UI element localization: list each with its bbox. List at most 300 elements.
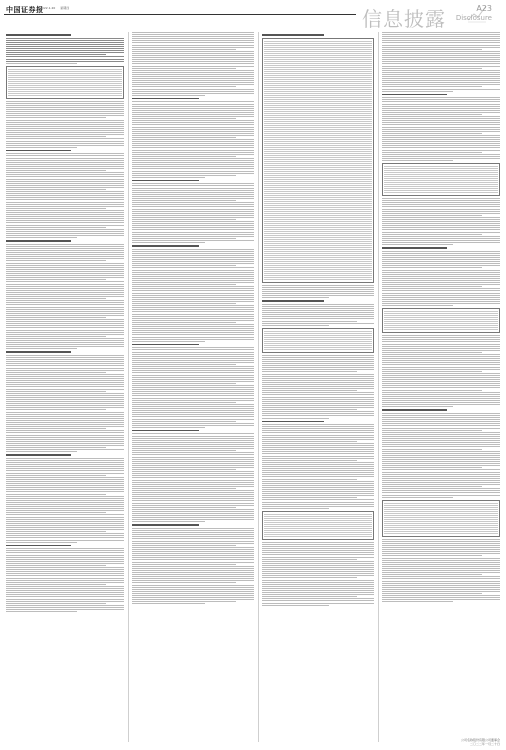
table-row bbox=[264, 203, 372, 204]
text-line bbox=[382, 440, 500, 441]
table-row bbox=[264, 233, 372, 234]
table-row bbox=[264, 145, 372, 146]
text-line bbox=[6, 311, 124, 312]
table-row bbox=[264, 49, 372, 50]
text-line bbox=[262, 386, 374, 387]
text-line bbox=[132, 551, 254, 552]
table-row bbox=[384, 513, 498, 514]
text-line bbox=[6, 40, 124, 41]
text-line bbox=[132, 513, 254, 514]
table-row bbox=[264, 526, 372, 527]
text-line bbox=[262, 483, 374, 484]
text-line bbox=[262, 563, 374, 564]
text-line bbox=[6, 464, 124, 465]
text-line bbox=[6, 181, 124, 182]
text-line bbox=[6, 424, 124, 425]
text-line bbox=[382, 124, 500, 125]
text-line bbox=[132, 280, 254, 281]
text-line bbox=[382, 131, 500, 132]
text-line bbox=[6, 252, 124, 253]
text-line bbox=[6, 288, 124, 289]
text-line bbox=[132, 188, 254, 189]
text-line bbox=[132, 572, 254, 573]
text-line bbox=[382, 238, 500, 239]
text-line bbox=[382, 234, 482, 235]
text-line bbox=[6, 582, 124, 583]
text-line bbox=[132, 211, 254, 212]
table-row bbox=[264, 61, 372, 62]
text-line bbox=[382, 346, 500, 347]
section-heading bbox=[262, 34, 324, 36]
text-line bbox=[6, 344, 124, 345]
text-line bbox=[132, 559, 254, 560]
text-line bbox=[132, 32, 254, 33]
text-line bbox=[6, 153, 124, 154]
table-row bbox=[264, 534, 372, 535]
text-line bbox=[132, 110, 254, 111]
text-line bbox=[382, 430, 482, 431]
text-line bbox=[382, 213, 500, 214]
text-line bbox=[6, 294, 124, 295]
text-line bbox=[382, 541, 500, 542]
table-row bbox=[264, 335, 372, 336]
table-row bbox=[264, 59, 372, 60]
text-line bbox=[6, 176, 124, 177]
text-line bbox=[132, 135, 254, 136]
text-line bbox=[132, 387, 254, 388]
text-line bbox=[132, 379, 254, 380]
table-row bbox=[264, 79, 372, 80]
text-line bbox=[132, 383, 236, 384]
text-line bbox=[262, 428, 374, 429]
text-line bbox=[382, 280, 500, 281]
text-line bbox=[132, 223, 254, 224]
text-line bbox=[6, 601, 124, 602]
text-line bbox=[132, 582, 236, 583]
text-line bbox=[132, 459, 254, 460]
text-line bbox=[6, 378, 124, 379]
text-line bbox=[132, 198, 254, 199]
table-row bbox=[264, 528, 372, 529]
text-line bbox=[262, 310, 374, 311]
text-line bbox=[132, 265, 236, 266]
text-line bbox=[382, 225, 500, 226]
text-line bbox=[132, 131, 254, 132]
table-row bbox=[264, 93, 372, 94]
text-line bbox=[382, 114, 482, 115]
text-line bbox=[382, 597, 500, 598]
text-line bbox=[132, 282, 254, 283]
table-row bbox=[264, 241, 372, 242]
text-line bbox=[382, 551, 500, 552]
table-row bbox=[384, 186, 498, 187]
text-line bbox=[382, 236, 500, 237]
text-line bbox=[382, 543, 500, 544]
text-line bbox=[6, 569, 124, 570]
text-line bbox=[6, 580, 124, 581]
text-line bbox=[382, 558, 500, 559]
text-line bbox=[382, 595, 500, 596]
text-line bbox=[6, 565, 106, 566]
text-line bbox=[6, 510, 124, 511]
text-line bbox=[132, 108, 254, 109]
data-table bbox=[382, 163, 500, 196]
text-line bbox=[132, 557, 254, 558]
table-row bbox=[264, 239, 372, 240]
table-row bbox=[264, 75, 372, 76]
text-line bbox=[382, 560, 500, 561]
table-row bbox=[264, 524, 372, 525]
text-line bbox=[382, 394, 500, 395]
table-row bbox=[264, 211, 372, 212]
text-line bbox=[6, 559, 124, 560]
text-line bbox=[132, 423, 254, 424]
text-line bbox=[132, 469, 236, 470]
table-row bbox=[384, 180, 498, 181]
text-line bbox=[132, 427, 205, 428]
text-line bbox=[132, 467, 254, 468]
text-line bbox=[6, 407, 124, 408]
text-line bbox=[132, 389, 254, 390]
table-row bbox=[384, 174, 498, 175]
text-line bbox=[6, 271, 124, 272]
table-row bbox=[264, 181, 372, 182]
table-row bbox=[8, 95, 122, 96]
table-row bbox=[264, 341, 372, 342]
data-table bbox=[262, 511, 374, 540]
table-row bbox=[264, 275, 372, 276]
text-line bbox=[6, 307, 124, 308]
text-line bbox=[132, 175, 236, 176]
issue-date: 2022.1.20 bbox=[40, 6, 56, 10]
text-line bbox=[132, 452, 254, 453]
table-row bbox=[264, 99, 372, 100]
table-row bbox=[264, 343, 372, 344]
table-row bbox=[264, 133, 372, 134]
text-line bbox=[6, 517, 124, 518]
table-row bbox=[264, 171, 372, 172]
text-line bbox=[6, 250, 124, 251]
text-line bbox=[132, 127, 254, 128]
text-line bbox=[382, 413, 500, 414]
table-row bbox=[384, 168, 498, 169]
text-line bbox=[382, 223, 500, 224]
text-line bbox=[382, 66, 500, 67]
text-line bbox=[382, 490, 500, 491]
text-line bbox=[382, 240, 500, 241]
text-line bbox=[382, 474, 500, 475]
text-line bbox=[382, 141, 500, 142]
table-row bbox=[264, 265, 372, 266]
text-line bbox=[132, 227, 254, 228]
text-line bbox=[262, 293, 374, 294]
text-line bbox=[6, 529, 124, 530]
text-line bbox=[6, 435, 124, 436]
text-line bbox=[382, 354, 500, 355]
text-line bbox=[6, 342, 124, 343]
table-row bbox=[264, 123, 372, 124]
text-line bbox=[132, 521, 205, 522]
text-line bbox=[6, 231, 124, 232]
text-line bbox=[132, 104, 254, 105]
text-line bbox=[6, 54, 106, 55]
text-line bbox=[382, 570, 500, 571]
text-line bbox=[132, 576, 254, 577]
table-row bbox=[264, 67, 372, 68]
table-row bbox=[264, 227, 372, 228]
table-row bbox=[264, 143, 372, 144]
table-row bbox=[384, 188, 498, 189]
table-row bbox=[264, 185, 372, 186]
text-line bbox=[6, 599, 124, 600]
text-line bbox=[382, 453, 500, 454]
text-line bbox=[382, 377, 500, 378]
text-line bbox=[262, 439, 374, 440]
column-divider bbox=[258, 32, 259, 742]
text-line bbox=[262, 445, 374, 446]
masthead-rule bbox=[4, 14, 356, 15]
text-line bbox=[382, 110, 500, 111]
text-line bbox=[382, 78, 500, 79]
section-heading bbox=[6, 545, 71, 547]
table-row bbox=[264, 213, 372, 214]
text-line bbox=[382, 350, 500, 351]
text-line bbox=[6, 537, 124, 538]
section-heading bbox=[6, 34, 71, 36]
text-line bbox=[6, 187, 124, 188]
text-line bbox=[6, 265, 124, 266]
text-line bbox=[262, 487, 374, 488]
text-line bbox=[262, 371, 357, 372]
table-row bbox=[264, 337, 372, 338]
text-line bbox=[382, 86, 482, 87]
table-row bbox=[384, 503, 498, 504]
text-line bbox=[262, 466, 374, 467]
text-line bbox=[262, 464, 374, 465]
text-line bbox=[6, 460, 124, 461]
table-row bbox=[264, 169, 372, 170]
text-line bbox=[6, 281, 124, 282]
text-line bbox=[6, 160, 124, 161]
text-line bbox=[132, 463, 254, 464]
text-line bbox=[382, 127, 500, 128]
text-line bbox=[132, 76, 254, 77]
text-line bbox=[262, 432, 374, 433]
table-row bbox=[264, 179, 372, 180]
text-line bbox=[6, 359, 124, 360]
text-line bbox=[262, 401, 374, 402]
text-line bbox=[6, 391, 106, 392]
text-line bbox=[132, 270, 254, 271]
text-line bbox=[132, 133, 254, 134]
table-row bbox=[8, 71, 122, 72]
text-line bbox=[132, 190, 254, 191]
text-line bbox=[132, 120, 254, 121]
text-line bbox=[132, 505, 254, 506]
text-line bbox=[132, 562, 254, 563]
text-line bbox=[382, 55, 500, 56]
text-line bbox=[382, 299, 500, 300]
text-line bbox=[382, 145, 500, 146]
data-table bbox=[262, 328, 374, 353]
text-line bbox=[6, 401, 124, 402]
text-line bbox=[132, 86, 236, 87]
text-line bbox=[262, 569, 374, 570]
text-line bbox=[382, 383, 500, 384]
text-line bbox=[132, 57, 254, 58]
text-line bbox=[382, 572, 500, 573]
text-line bbox=[132, 587, 254, 588]
text-line bbox=[6, 393, 124, 394]
text-line bbox=[6, 441, 124, 442]
text-line bbox=[262, 605, 329, 606]
table-row bbox=[264, 349, 372, 350]
text-line bbox=[382, 118, 500, 119]
text-line bbox=[132, 114, 254, 115]
text-line bbox=[132, 591, 254, 592]
table-row bbox=[264, 277, 372, 278]
text-line bbox=[382, 480, 500, 481]
text-line bbox=[382, 495, 500, 496]
text-line bbox=[6, 220, 124, 221]
text-line bbox=[262, 426, 374, 427]
text-line bbox=[132, 400, 254, 401]
text-line bbox=[382, 404, 500, 405]
text-line bbox=[382, 215, 482, 216]
column-divider bbox=[378, 32, 379, 742]
text-line bbox=[6, 56, 124, 57]
text-line bbox=[6, 355, 124, 356]
text-line bbox=[262, 437, 374, 438]
text-line bbox=[382, 76, 500, 77]
table-row bbox=[264, 131, 372, 132]
data-table bbox=[6, 66, 124, 99]
table-row bbox=[264, 137, 372, 138]
text-line bbox=[382, 89, 500, 90]
table-row bbox=[264, 229, 372, 230]
text-line bbox=[262, 314, 374, 315]
text-line bbox=[6, 409, 106, 410]
text-line bbox=[6, 325, 124, 326]
text-line bbox=[132, 164, 254, 165]
text-line bbox=[132, 143, 254, 144]
text-line bbox=[262, 407, 374, 408]
text-line bbox=[6, 575, 124, 576]
text-line bbox=[6, 105, 124, 106]
text-line bbox=[262, 367, 374, 368]
table-row bbox=[384, 531, 498, 532]
text-line bbox=[262, 451, 374, 452]
text-line bbox=[382, 337, 500, 338]
text-line bbox=[132, 349, 254, 350]
text-line bbox=[132, 414, 254, 415]
text-line bbox=[132, 354, 254, 355]
text-line bbox=[132, 448, 254, 449]
text-line bbox=[132, 484, 254, 485]
text-line bbox=[262, 493, 374, 494]
text-line bbox=[382, 574, 482, 575]
text-line bbox=[262, 413, 374, 414]
text-line bbox=[132, 84, 254, 85]
text-line bbox=[382, 545, 500, 546]
table-row bbox=[384, 511, 498, 512]
text-line bbox=[382, 373, 500, 374]
text-line bbox=[6, 141, 124, 142]
table-row bbox=[264, 333, 372, 334]
table-row bbox=[384, 315, 498, 316]
table-row bbox=[264, 261, 372, 262]
text-line bbox=[132, 194, 254, 195]
text-line bbox=[382, 335, 500, 336]
text-line bbox=[262, 304, 374, 305]
text-line bbox=[6, 561, 124, 562]
text-line bbox=[262, 409, 357, 410]
text-line bbox=[262, 390, 357, 391]
text-line bbox=[132, 337, 254, 338]
text-line bbox=[132, 480, 254, 481]
text-line bbox=[382, 297, 500, 298]
text-line bbox=[6, 573, 124, 574]
text-line bbox=[382, 301, 500, 302]
text-line bbox=[6, 101, 124, 102]
text-line bbox=[382, 101, 500, 102]
text-line bbox=[262, 485, 374, 486]
table-row bbox=[264, 89, 372, 90]
text-line bbox=[132, 601, 236, 602]
text-line bbox=[132, 410, 254, 411]
text-line bbox=[6, 531, 106, 532]
text-line bbox=[6, 502, 124, 503]
text-line bbox=[382, 467, 482, 468]
text-line bbox=[262, 441, 357, 442]
text-line bbox=[6, 578, 124, 579]
issue-info bbox=[40, 6, 73, 10]
text-line bbox=[382, 576, 500, 577]
text-line bbox=[6, 445, 124, 446]
text-line bbox=[6, 418, 124, 419]
text-line bbox=[382, 367, 500, 368]
text-line bbox=[262, 297, 329, 298]
table-row bbox=[264, 532, 372, 533]
text-line bbox=[132, 288, 254, 289]
text-line bbox=[382, 211, 500, 212]
text-line bbox=[132, 494, 254, 495]
text-line bbox=[6, 449, 124, 450]
text-line bbox=[262, 388, 374, 389]
data-table bbox=[382, 500, 500, 537]
text-line bbox=[6, 286, 124, 287]
newspaper-logo: 中国证券报 bbox=[6, 5, 44, 14]
table-row bbox=[264, 111, 372, 112]
text-line bbox=[382, 585, 500, 586]
table-row bbox=[264, 43, 372, 44]
table-row bbox=[264, 107, 372, 108]
text-line bbox=[382, 274, 500, 275]
text-line bbox=[132, 70, 254, 71]
table-row bbox=[264, 243, 372, 244]
text-line bbox=[382, 129, 500, 130]
table-row bbox=[264, 69, 372, 70]
text-line bbox=[6, 199, 124, 200]
table-row bbox=[264, 45, 372, 46]
table-row bbox=[264, 191, 372, 192]
text-line bbox=[6, 197, 124, 198]
text-line bbox=[262, 312, 374, 313]
table-row bbox=[384, 527, 498, 528]
text-line bbox=[6, 334, 124, 335]
text-line bbox=[6, 113, 124, 114]
text-line bbox=[132, 507, 236, 508]
